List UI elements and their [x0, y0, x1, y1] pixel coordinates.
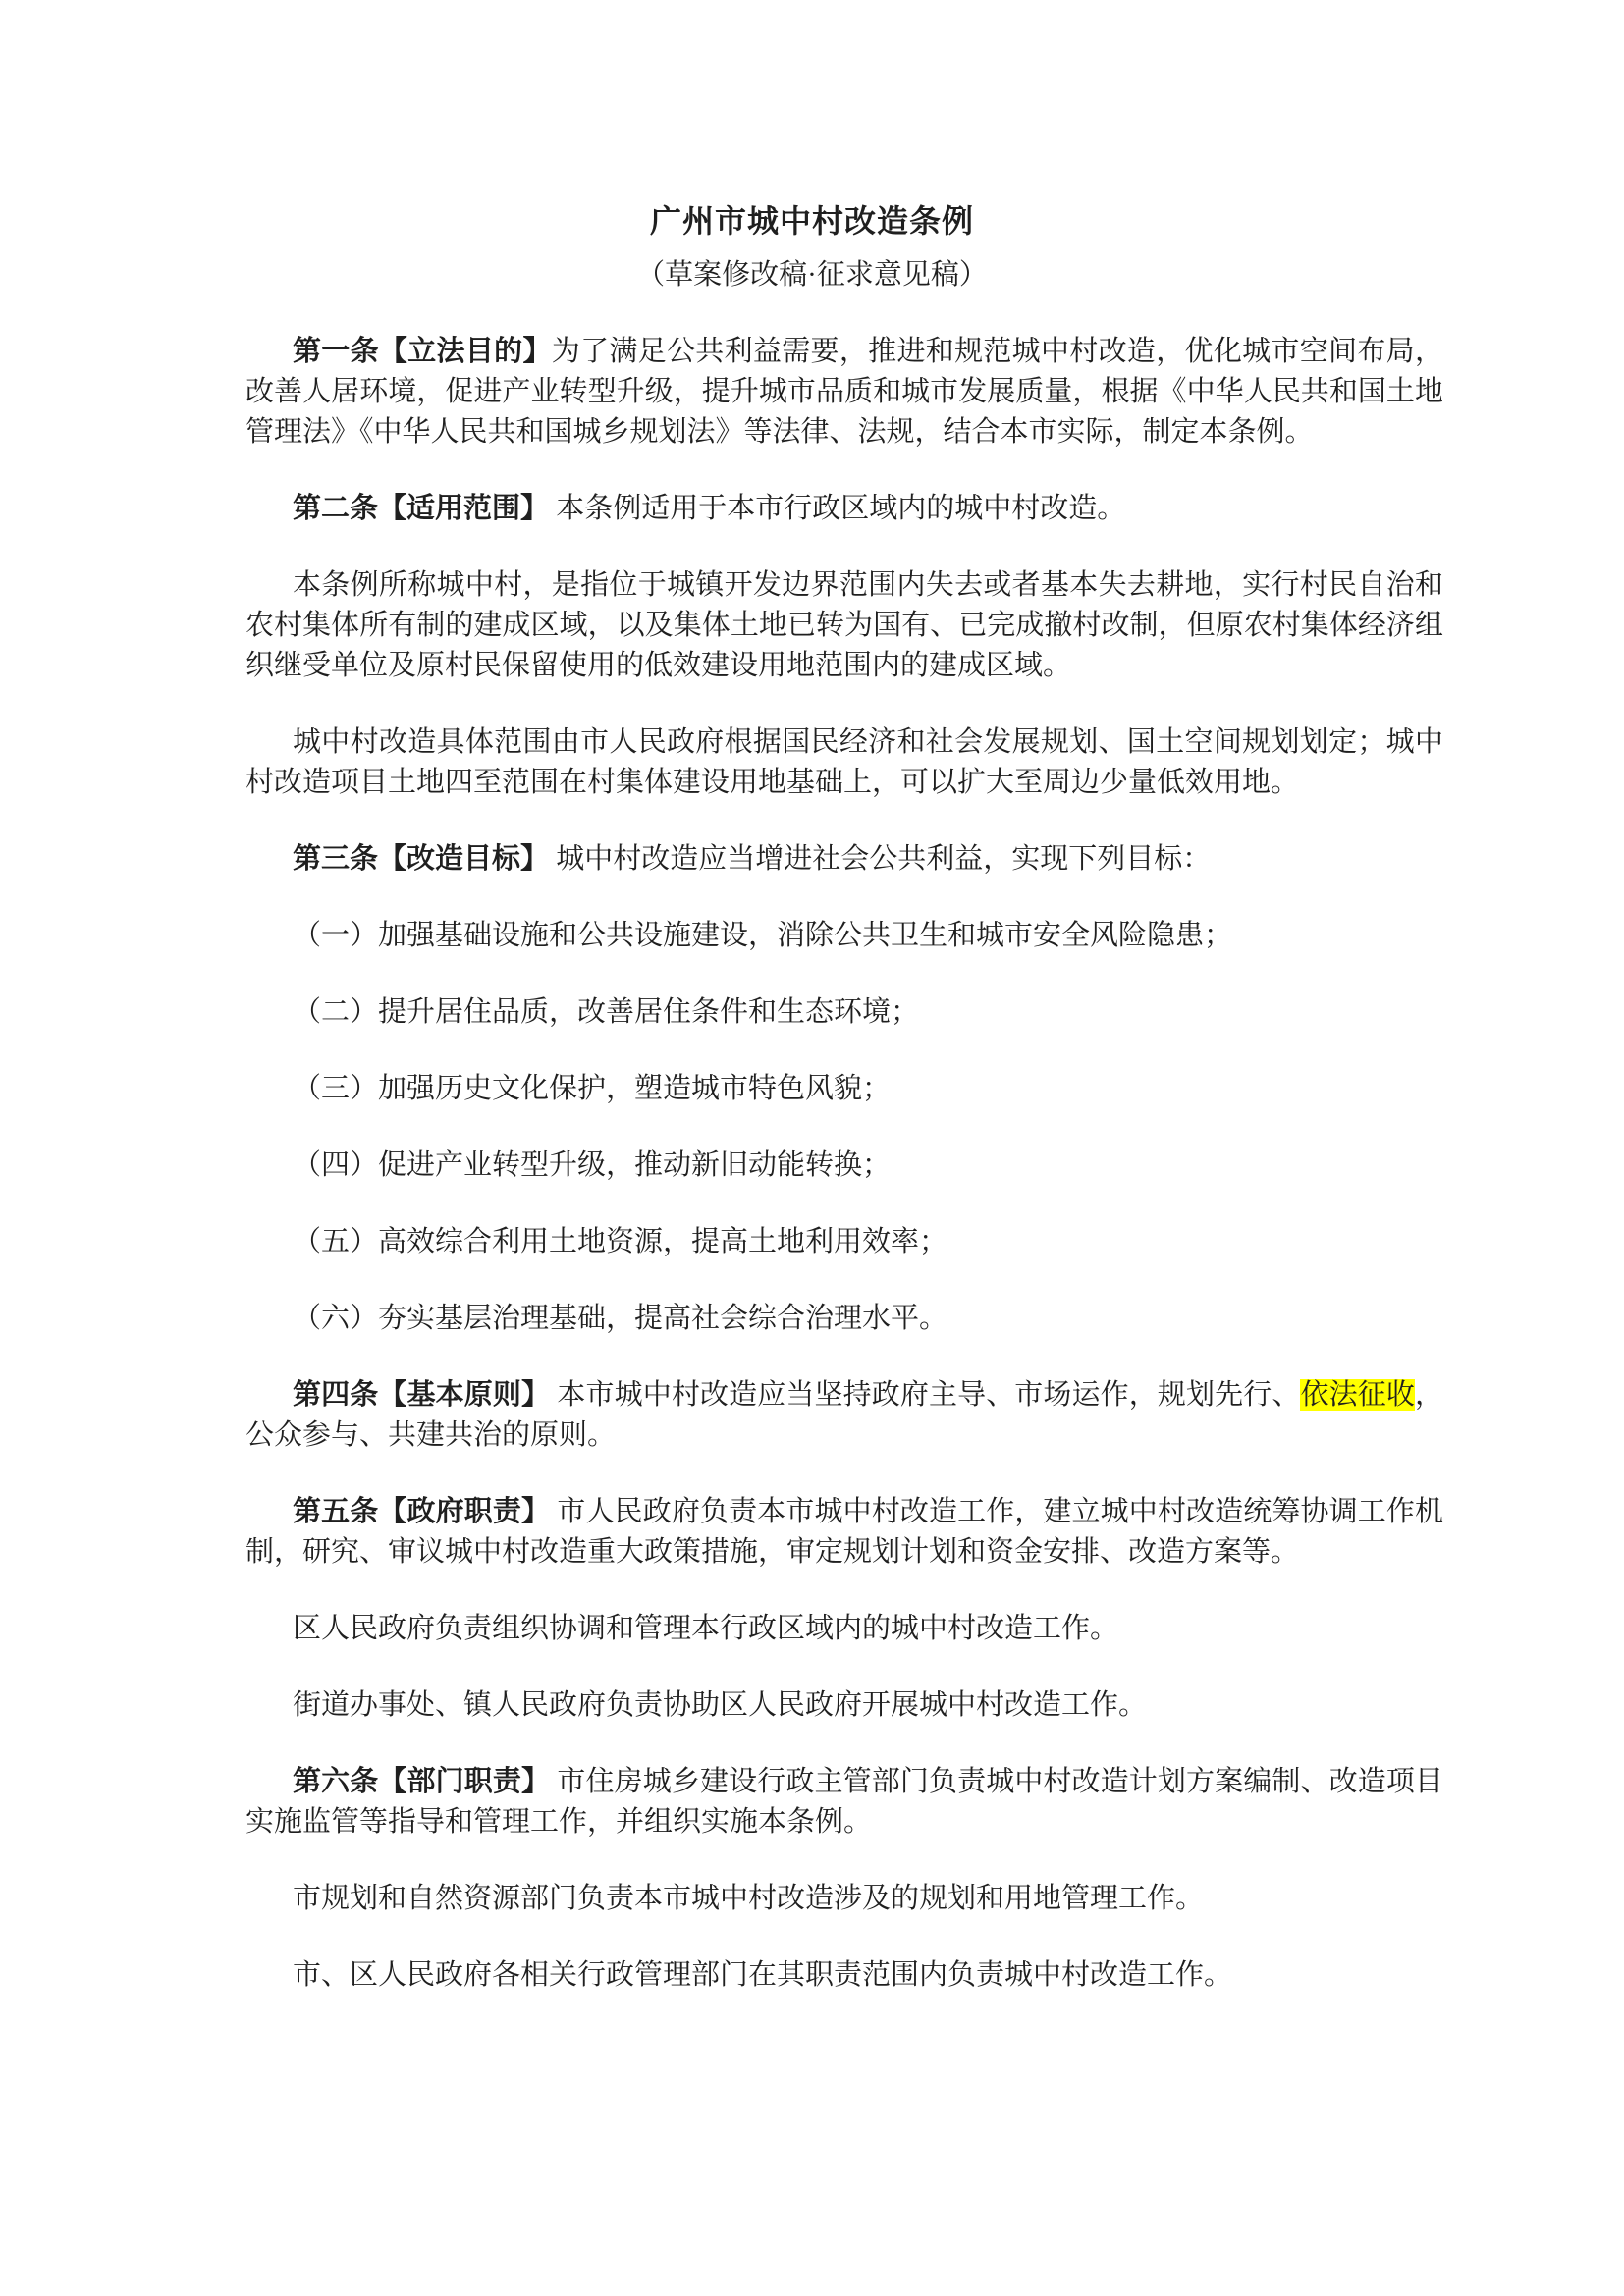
- article-1-paragraph: [245, 332, 1443, 453]
- article-4-body-pre: 本市城中村改造应当坚持政府主导、市场运作，规划先行、: [550, 1379, 1301, 1411]
- article-2-paragraph: [245, 489, 1443, 529]
- article-1-head: 第一条【立法目的】: [293, 336, 552, 367]
- document-subtitle: （草案修改稿·征求意见稿）: [636, 259, 988, 291]
- article-3-paragraph: [245, 839, 1443, 880]
- highlighted-text: 依法征收: [1300, 1379, 1415, 1411]
- article-3-list-item-6: （六）夯实基层治理基础，提高社会综合治理水平。: [293, 1303, 948, 1334]
- article-5-paragraph-3: 街道办事处、镇人民政府负责协助区人民政府开展城中村改造工作。: [293, 1689, 1148, 1721]
- article-3-list-item-2: （二）提升居住品质，改善居住条件和生态环境；: [293, 996, 920, 1028]
- article-3-list-item-4: （四）促进产业转型升级，推动新旧动能转换；: [293, 1149, 892, 1181]
- article-4-paragraph: [245, 1375, 1443, 1456]
- article-3-body: 城中村改造应当增进社会公共利益，实现下列目标：: [549, 843, 1212, 875]
- article-3-list-item-5: （五）高效综合利用土地资源，提高土地利用效率；: [293, 1226, 948, 1257]
- article-2-paragraph-2: 本条例所称城中村，是指位于城镇开发边界范围内失去或者基本失去耕地，实行村民自治和农村集体所有制的建成区域，以及集体土地已转为国有、已完成撤村改制，但原农村集体经济组织继受单位及原村民保留使用的低效建设用地范围内的建成区域。: [245, 569, 1443, 681]
- article-6-paragraph-3: 市、区人民政府各相关行政管理部门在其职责范围内负责城中村改造工作。: [293, 1959, 1233, 1991]
- article-4-head: 第四条【基本原则】: [293, 1379, 551, 1411]
- article-6-head: 第六条【部门职责】: [293, 1766, 551, 1797]
- article-5-body: 市人民政府负责本市城中村改造工作，建立城中村改造统筹协调工作机制，研究、审议城中村改造重大政策措施，审定规划计划和资金安排、改造方案等。: [245, 1496, 1443, 1568]
- document-heading-block: [213, 201, 1411, 294]
- article-2-paragraph-3: 城中村改造具体范围由市人民政府根据国民经济和社会发展规划、国土空间规划划定；城中村改造项目土地四至范围在村集体建设用地基础上，可以扩大至周边少量低效用地。: [245, 726, 1443, 798]
- article-1-body: 为了满足公共利益需要，推进和规范城中村改造，优化城市空间布局，改善人居环境，促进产业转型升级，提升城市品质和城市发展质量，根据《中华人民共和国土地管理法》《中华人民共和国城乡规划法》等法律、法规，结合本市实际，制定本条例。: [245, 336, 1443, 448]
- article-6-paragraph-2: 市规划和自然资源部门负责本市城中村改造涉及的规划和用地管理工作。: [293, 1883, 1205, 1914]
- article-3-list-item-3: （三）加强历史文化保护，塑造城市特色风貌；: [293, 1073, 892, 1104]
- article-3-list-item-1: （一）加强基础设施和公共设施建设，消除公共卫生和城市安全风险隐患；: [293, 920, 1233, 951]
- article-5-paragraph: [245, 1492, 1443, 1573]
- article-3-head: 第三条【改造目标】: [293, 843, 550, 875]
- article-5-head: 第五条【政府职责】: [293, 1496, 551, 1527]
- article-2-body: 本条例适用于本市行政区域内的城中村改造。: [549, 493, 1126, 524]
- article-5-paragraph-2: 区人民政府负责组织协调和管理本行政区域内的城中村改造工作。: [293, 1613, 1119, 1644]
- document-title: 广州市城中村改造条例: [649, 203, 974, 239]
- article-4-body-post: ，公众参与、共建共治的原则。: [245, 1379, 1443, 1451]
- article-6-paragraph: [245, 1762, 1443, 1842]
- article-2-head: 第二条【适用范围】: [293, 493, 550, 524]
- article-6-body: 市住房城乡建设行政主管部门负责城中村改造计划方案编制、改造项目实施监管等指导和管理工作，并组织实施本条例。: [245, 1766, 1443, 1838]
